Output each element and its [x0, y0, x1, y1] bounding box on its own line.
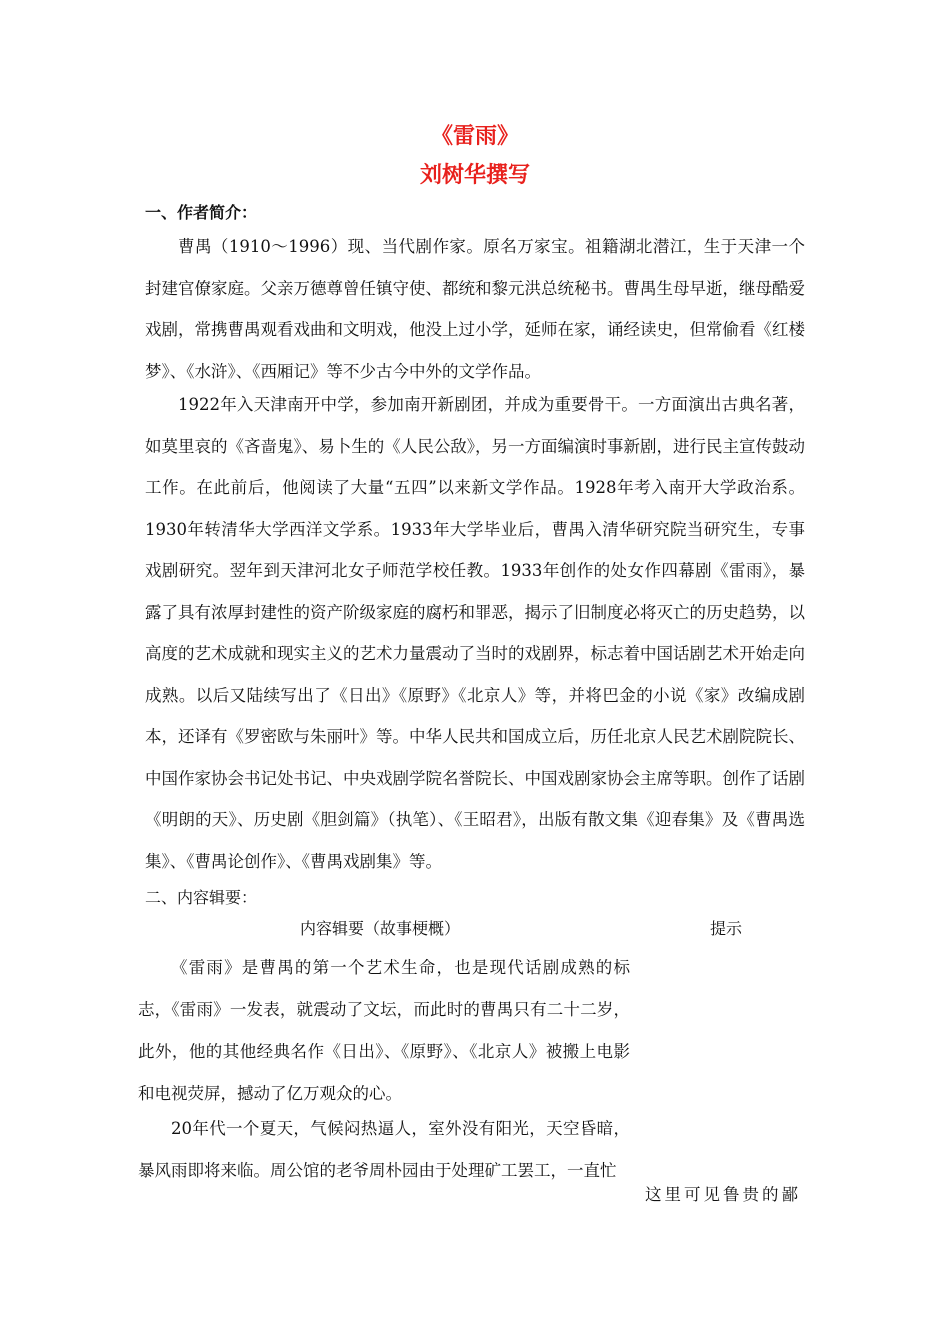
- section-heading-content-summary: 二、内容辑要：: [145, 888, 258, 907]
- author-intro-paragraph: 1922年入天津南开中学，参加南开新剧团，并成为重要骨干。一方面演出古典名著，如莫里哀的《吝啬鬼》、易卜生的《人民公敌》，另一方面编演时事新剧，进行民主宣传鼓动工作。在此前后，他阅读了大量“五四”以来新文学作品。1928年考入南开大学政治系。1930年转清华大学西洋文学系。1933年大学毕业后，曹禺入清华研究院当研究生，专事戏剧研究。翌年到天津河北女子师范学校任教。1933年创作的处女作四幕剧《雷雨》，暴露了具有浓厚封建性的资产阶级家庭的腐朽和罪恶，揭示了旧制度必将灭亡的历史趋势，以高度的艺术成就和现实主义的艺术力量震动了当时的戏剧界，标志着中国话剧艺术开始走向成熟。以后又陆续写出了《日出》《原野》《北京人》等，并将巴金的小说《家》改编成剧本，还译有《罗密欧与朱丽叶》等。中华人民共和国成立后，历任北京人民艺术剧院院长、中国作家协会书记处书记、中央戏剧学院名誉院长、中国戏剧家协会主席等职。创作了话剧《明朗的天》、历史剧《胆剑篇》（执笔）、《王昭君》，出版有散文集《迎春集》及《曹禺选集》、《曹禺论创作》、《曹禺戏剧集》等。: [145, 395, 805, 871]
- tips-column-header: 提示: [710, 919, 743, 938]
- summary-paragraph: 20年代一个夏天，气候闷热逼人，室外没有阳光，天空昏暗，暴风雨即将来临。周公馆的老爷周朴园由于处理矿工罢工，一直忙: [138, 1119, 630, 1180]
- section-heading-author-intro: 一、作者简介：: [145, 203, 258, 222]
- tip-note: 这里可见鲁贵的鄙: [645, 1185, 801, 1204]
- document-title: 《雷雨》: [430, 124, 519, 149]
- author-intro-paragraph: 曹禺（1910～1996）现、当代剧作家。原名万家宝。祖籍湖北潜江，生于天津一个封建官僚家庭。父亲万德尊曾任镇守使、都统和黎元洪总统秘书。曹禺生母早逝，继母酷爱戏剧，常携曹禺观看戏曲和文明戏，他没上过小学，延师在家，诵经读史，但常偷看《红楼梦》、《水浒》、《西厢记》等不少古今中外的文学作品。: [145, 237, 805, 381]
- summary-paragraph: 《雷雨》是曹禺的第一个艺术生命，也是现代话剧成熟的标志，《雷雨》一发表，就震动了文坛，而此时的曹禺只有二十二岁，此外，他的其他经典名作《日出》、《原野》、《北京人》被搬上电影和电视荧屏，撼动了亿万观众的心。: [138, 958, 630, 1103]
- summary-column-header: 内容辑要（故事梗概）: [300, 919, 461, 938]
- document-author: 刘树华撰写: [419, 163, 530, 188]
